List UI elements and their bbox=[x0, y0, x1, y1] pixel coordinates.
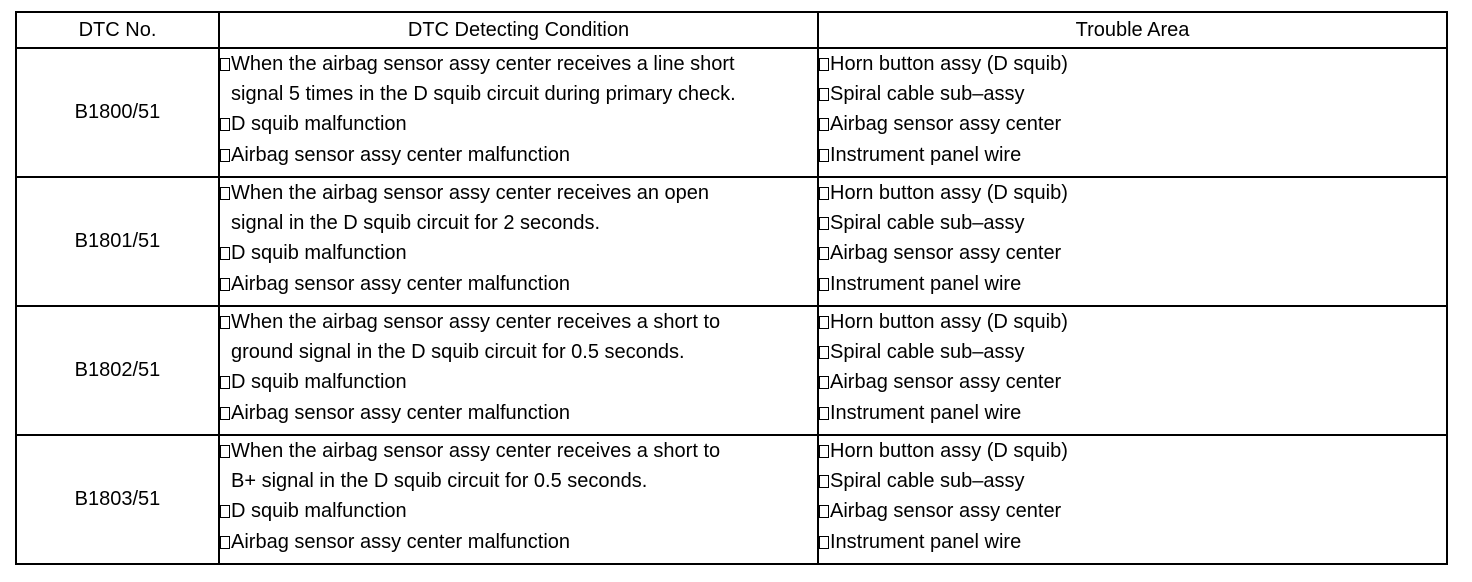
bullet-box-icon bbox=[819, 149, 829, 162]
area-item bbox=[819, 337, 1446, 367]
condition-item bbox=[220, 496, 817, 526]
area-item bbox=[819, 398, 1446, 428]
area-text: Instrument panel wire bbox=[830, 401, 1022, 424]
condition-item bbox=[220, 140, 817, 170]
area-item bbox=[819, 307, 1446, 337]
area-item bbox=[819, 496, 1446, 526]
condition-text: When the airbag sensor assy center receives an open bbox=[231, 182, 710, 204]
area-item bbox=[819, 436, 1446, 466]
trouble-area-cell bbox=[818, 306, 1447, 435]
area-item bbox=[819, 466, 1446, 496]
condition-text: Airbag sensor assy center malfunction bbox=[231, 401, 571, 424]
area-text: Horn button assy (D squib) bbox=[830, 53, 1068, 75]
bullet-box-icon bbox=[220, 445, 230, 458]
header-dtc-no: DTC No. bbox=[16, 12, 219, 48]
area-item bbox=[819, 269, 1446, 299]
dtc-table bbox=[15, 11, 1448, 565]
area-text: Spiral cable sub–assy bbox=[830, 341, 1025, 364]
detecting-condition-cell bbox=[219, 48, 818, 177]
bullet-box-icon bbox=[220, 536, 230, 549]
area-text: Spiral cable sub–assy bbox=[830, 212, 1025, 235]
area-text: Instrument panel wire bbox=[830, 530, 1022, 553]
bullet-box-icon bbox=[819, 407, 829, 420]
area-item bbox=[819, 208, 1446, 238]
bullet-box-icon bbox=[220, 407, 230, 420]
bullet-box-icon bbox=[819, 247, 829, 260]
trouble-area-cell bbox=[818, 177, 1447, 306]
area-text: Airbag sensor assy center bbox=[830, 500, 1062, 523]
dtc-code: B1800/51 bbox=[16, 48, 219, 177]
bullet-box-icon bbox=[819, 58, 829, 71]
condition-item bbox=[220, 307, 817, 337]
table-row bbox=[16, 435, 1447, 564]
condition-text: Airbag sensor assy center malfunction bbox=[231, 143, 571, 166]
area-text: Horn button assy (D squib) bbox=[830, 440, 1068, 462]
dtc-code: B1802/51 bbox=[16, 306, 219, 435]
area-text: Spiral cable sub–assy bbox=[830, 470, 1025, 493]
area-item bbox=[819, 140, 1446, 170]
condition-item bbox=[220, 398, 817, 428]
bullet-box-icon bbox=[220, 149, 230, 162]
area-text: Spiral cable sub–assy bbox=[830, 83, 1025, 106]
trouble-area-cell bbox=[818, 48, 1447, 177]
bullet-box-icon bbox=[819, 536, 829, 549]
table-row bbox=[16, 306, 1447, 435]
header-row bbox=[16, 12, 1447, 48]
bullet-box-icon bbox=[819, 88, 829, 101]
condition-text: D squib malfunction bbox=[231, 371, 407, 394]
bullet-box-icon bbox=[220, 278, 230, 291]
bullet-box-icon bbox=[220, 58, 230, 71]
condition-continuation: B+ signal in the D squib circuit for 0.5 seconds. bbox=[231, 470, 648, 493]
bullet-box-icon bbox=[220, 118, 230, 131]
area-item bbox=[819, 367, 1446, 397]
bullet-box-icon bbox=[819, 316, 829, 329]
bullet-box-icon bbox=[220, 316, 230, 329]
condition-continuation: signal 5 times in the D squib circuit during primary check. bbox=[231, 83, 736, 106]
bullet-box-icon bbox=[819, 217, 829, 230]
bullet-box-icon bbox=[819, 445, 829, 458]
condition-item bbox=[220, 436, 817, 466]
condition-text: When the airbag sensor assy center receives a short to bbox=[231, 311, 721, 333]
area-text: Instrument panel wire bbox=[830, 272, 1022, 295]
area-item bbox=[819, 109, 1446, 139]
area-text: Airbag sensor assy center bbox=[830, 113, 1062, 136]
area-text: Airbag sensor assy center bbox=[830, 242, 1062, 265]
table-row bbox=[16, 177, 1447, 306]
bullet-box-icon bbox=[819, 475, 829, 488]
area-text: Horn button assy (D squib) bbox=[830, 182, 1068, 204]
condition-item bbox=[220, 238, 817, 268]
bullet-box-icon bbox=[220, 247, 230, 260]
area-text: Airbag sensor assy center bbox=[830, 371, 1062, 394]
condition-continuation: signal in the D squib circuit for 2 seconds. bbox=[231, 212, 601, 235]
dtc-code: B1803/51 bbox=[16, 435, 219, 564]
condition-text: Airbag sensor assy center malfunction bbox=[231, 272, 571, 295]
condition-text: When the airbag sensor assy center receives a short to bbox=[231, 440, 721, 462]
detecting-condition-cell bbox=[219, 177, 818, 306]
condition-item bbox=[220, 178, 817, 208]
condition-text: When the airbag sensor assy center receives a line short bbox=[231, 53, 735, 75]
detecting-condition-cell bbox=[219, 435, 818, 564]
bullet-box-icon bbox=[819, 118, 829, 131]
condition-item bbox=[220, 49, 817, 79]
condition-item bbox=[220, 367, 817, 397]
table-row bbox=[16, 48, 1447, 177]
condition-text: D squib malfunction bbox=[231, 113, 407, 136]
header-trouble-area: Trouble Area bbox=[818, 12, 1447, 48]
area-item bbox=[819, 238, 1446, 268]
bullet-box-icon bbox=[819, 278, 829, 291]
area-text: Instrument panel wire bbox=[830, 143, 1022, 166]
bullet-box-icon bbox=[819, 346, 829, 359]
bullet-box-icon bbox=[220, 505, 230, 518]
area-item bbox=[819, 178, 1446, 208]
condition-item bbox=[220, 109, 817, 139]
dtc-code: B1801/51 bbox=[16, 177, 219, 306]
area-item bbox=[819, 49, 1446, 79]
area-item bbox=[819, 527, 1446, 557]
area-item bbox=[819, 79, 1446, 109]
bullet-box-icon bbox=[819, 376, 829, 389]
bullet-box-icon bbox=[819, 187, 829, 200]
bullet-box-icon bbox=[819, 505, 829, 518]
condition-text: D squib malfunction bbox=[231, 500, 407, 523]
condition-text: Airbag sensor assy center malfunction bbox=[231, 530, 571, 553]
condition-continuation: ground signal in the D squib circuit for 0.5 seconds. bbox=[231, 341, 685, 364]
area-text: Horn button assy (D squib) bbox=[830, 311, 1068, 333]
condition-item bbox=[220, 527, 817, 557]
bullet-box-icon bbox=[220, 187, 230, 200]
bullet-box-icon bbox=[220, 376, 230, 389]
header-detecting-condition: DTC Detecting Condition bbox=[219, 12, 818, 48]
detecting-condition-cell bbox=[219, 306, 818, 435]
condition-item bbox=[220, 269, 817, 299]
trouble-area-cell bbox=[818, 435, 1447, 564]
condition-text: D squib malfunction bbox=[231, 242, 407, 265]
